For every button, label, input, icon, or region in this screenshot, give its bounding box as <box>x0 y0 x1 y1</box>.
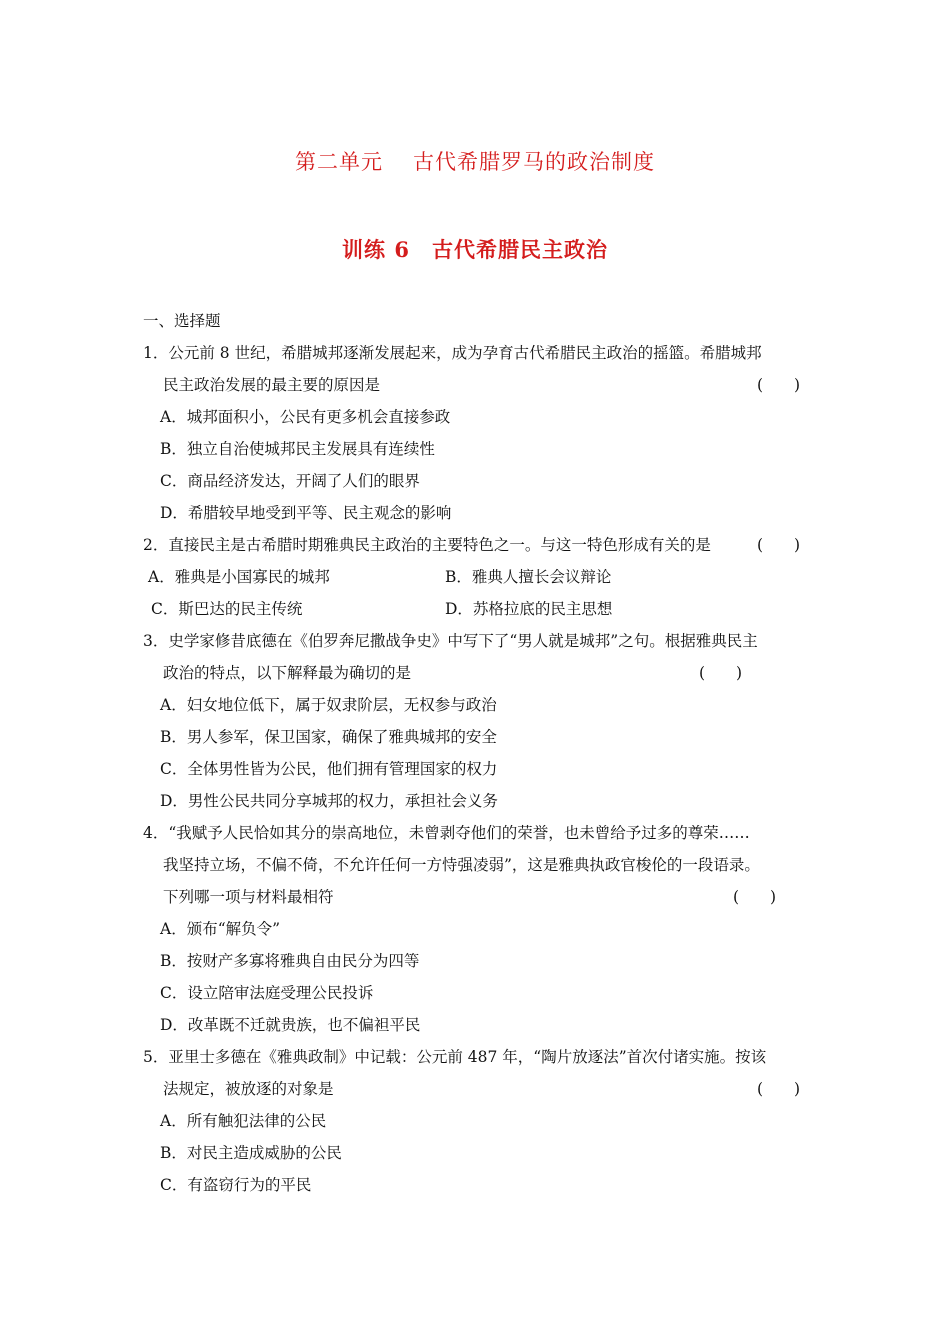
question-4-option-c: C．设立陪审法庭受理公民投诉 <box>160 984 374 1002</box>
question-5-option-c: C．有盗窃行为的平民 <box>160 1176 312 1194</box>
question-1-stem-line-2: 民主政治发展的最主要的原因是 <box>163 376 381 394</box>
training-name: 古代希腊民主政治 <box>431 237 608 262</box>
question-4-stem-line-2: 我坚持立场，不偏不倚，不允许任何一方恃强凌弱”，这是雅典执政官梭伦的一段语录。 <box>163 856 760 874</box>
question-2-option-c: C．斯巴达的民主传统 <box>151 600 303 618</box>
question-3-option-a: A．妇女地位低下，属于奴隶阶层，无权参与政治 <box>160 696 497 714</box>
question-2-answer-bracket: ( ) <box>757 536 801 554</box>
question-3-option-b: B．男人参军，保卫国家，确保了雅典城邦的安全 <box>160 728 497 746</box>
question-4-option-d: D．改革既不迁就贵族，也不偏袒平民 <box>160 1016 421 1034</box>
question-1-stem-line-1: 1．公元前 8 世纪，希腊城邦逐渐发展起来，成为孕育古代希腊民主政治的摇篮。希腊城邦 <box>143 344 762 362</box>
unit-label: 第二单元 <box>295 150 383 174</box>
question-4-stem-line-3: 下列哪一项与材料最相符 <box>163 888 334 906</box>
question-2-option-b: B．雅典人擅长会议辩论 <box>445 568 612 586</box>
question-1-option-d: D．希腊较早地受到平等、民主观念的影响 <box>160 504 452 522</box>
question-3-option-d: D．男性公民共同分享城邦的权力，承担社会义务 <box>160 792 498 810</box>
training-title <box>0 234 950 264</box>
question-4-stem-line-1: 4．“我赋予人民恰如其分的崇高地位，未曾剥夺他们的荣誉，也未曾给予过多的尊荣…… <box>143 824 750 842</box>
question-1-option-a: A．城邦面积小，公民有更多机会直接参政 <box>160 408 451 426</box>
question-5-stem-line-1: 5．亚里士多德在《雅典政制》中记载：公元前 487 年，“陶片放逐法”首次付诸实施。按该 <box>143 1048 767 1066</box>
question-3-stem-line-1: 3．史学家修昔底德在《伯罗奔尼撒战争史》中写下了“男人就是城邦”之句。根据雅典民主 <box>143 632 758 650</box>
question-5-stem-line-2: 法规定，被放逐的对象是 <box>163 1080 334 1098</box>
question-5-option-b: B．对民主造成威胁的公民 <box>160 1144 342 1162</box>
question-1-answer-bracket: ( ) <box>757 376 801 394</box>
question-4-answer-bracket: ( ) <box>733 888 777 906</box>
question-5-answer-bracket: ( ) <box>757 1080 801 1098</box>
question-2-stem-line-1: 2．直接民主是古希腊时期雅典民主政治的主要特色之一。与这一特色形成有关的是 <box>143 536 711 554</box>
question-3-option-c: C．全体男性皆为公民，他们拥有管理国家的权力 <box>160 760 498 778</box>
question-1-option-b: B．独立自治使城邦民主发展具有连续性 <box>160 440 435 458</box>
question-4-option-a: A．颁布“解负令” <box>160 920 281 938</box>
question-5-option-a: A．所有触犯法律的公民 <box>160 1112 327 1130</box>
question-3-stem-line-2: 政治的特点，以下解释最为确切的是 <box>163 664 412 682</box>
unit-name: 古代希腊罗马的政治制度 <box>413 150 655 174</box>
question-1-option-c: C．商品经济发达，开阔了人们的眼界 <box>160 472 420 490</box>
training-label: 训练 6 <box>342 237 410 262</box>
section-title: 一、选择题 <box>143 312 221 330</box>
question-2-option-d: D．苏格拉底的民主思想 <box>445 600 613 618</box>
unit-title <box>0 146 950 176</box>
question-3-answer-bracket: ( ) <box>699 664 743 682</box>
question-2-option-a: A．雅典是小国寡民的城邦 <box>148 568 330 586</box>
question-4-option-b: B．按财产多寡将雅典自由民分为四等 <box>160 952 420 970</box>
